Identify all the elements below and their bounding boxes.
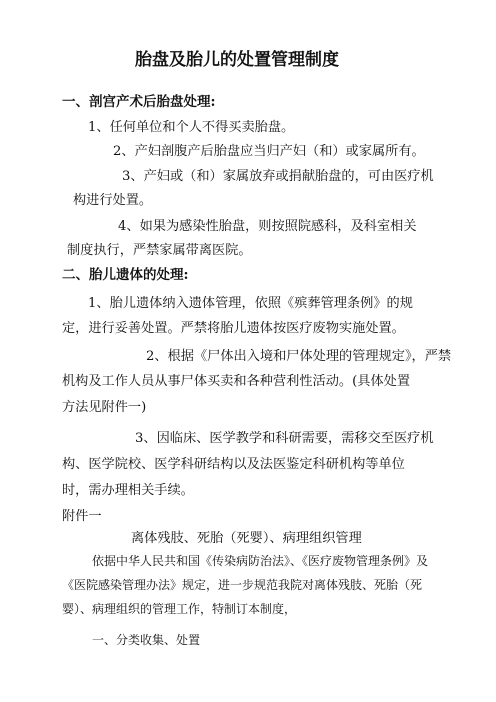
paragraph-line: 构、医学院校、医学科研结构以及法医鉴定科研机构等单位 xyxy=(62,457,405,472)
paragraph-line: 时，需办理相关手续。 xyxy=(62,483,194,498)
subsection-heading: 一、分类收集、处置 xyxy=(92,633,201,647)
paragraph-line: 机构及工作人员从事尸体买卖和各种营利性活动。(具体处置 xyxy=(62,374,411,389)
document-title: 胎盘及胎儿的处置管理制度 xyxy=(135,50,339,70)
paragraph-line: 构进行处置。 xyxy=(73,193,153,208)
section-heading-fetus: 二、胎儿遗体的处理: xyxy=(62,267,189,283)
paragraph-line: 制度执行，严禁家属带离医院。 xyxy=(67,243,252,258)
paragraph-line: 定，进行妥善处置。严禁将胎儿遗体按医疗废物实施处置。 xyxy=(62,321,405,336)
paragraph-line: 方法见附件一) xyxy=(62,400,147,415)
attachment-title: 离体残肢、死胎（死婴）、病理组织管理 xyxy=(131,531,362,546)
paragraph-line: 依据中华人民共和国《传染病防治法》、《医疗废物管理条例》及 xyxy=(92,554,429,568)
paragraph-line: 2、产妇剖腹产后胎盘应当归产妇（和）或家属所有。 xyxy=(113,144,425,159)
paragraph-line: 4、如果为感染性胎盘，则按照院感科，及科室相关 xyxy=(118,219,417,234)
attachment-label: 附件一 xyxy=(62,509,102,524)
paragraph-line: 1、任何单位和个人不得买卖胎盘。 xyxy=(88,120,295,135)
paragraph-line: 3、因临床、医学教学和科研需要，需移交至医疗机 xyxy=(135,431,434,446)
paragraph-line: 1、胎儿遗体纳入遗体管理，依照《殡葬管理条例》的规 xyxy=(88,296,413,311)
paragraph-line: 2、根据《尸体出入境和尸体处理的管理规定》，严禁 xyxy=(146,349,452,364)
section-heading-placenta: 一、剖宫产术后胎盘处理: xyxy=(62,94,216,110)
paragraph-line: 《医院感染管理办法》规定，进一步规范我院对离体残肢、死胎（死 xyxy=(62,578,423,592)
paragraph-line: 婴）、病理组织的管理工作，特制订本制度， xyxy=(62,602,297,616)
paragraph-line: 3、产妇或（和）家属放弃或捐献胎盘的，可由医疗机 xyxy=(122,169,434,184)
